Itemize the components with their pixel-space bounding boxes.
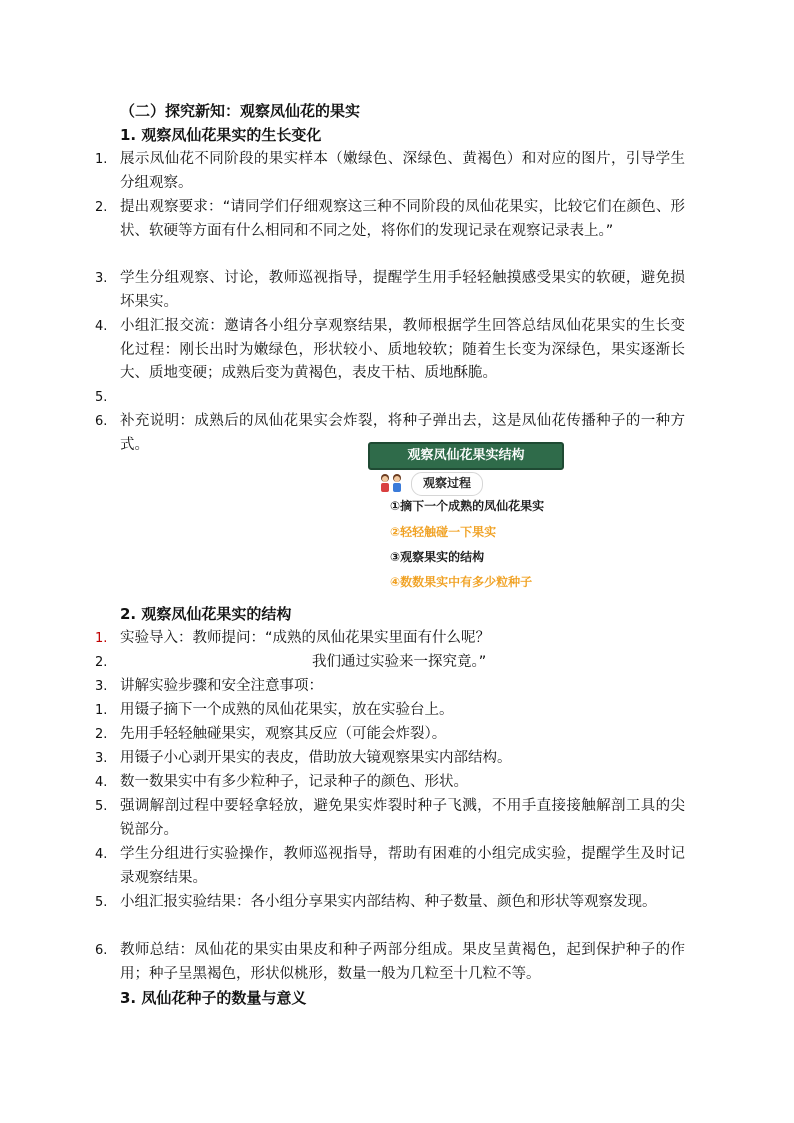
observation-figure bbox=[366, 442, 621, 592]
figure-title: 观察凤仙花果实结构 bbox=[368, 442, 564, 470]
list-text: 用镊子摘下一个成熟的凤仙花果实，放在实验台上。 bbox=[120, 702, 454, 718]
list-number: 4. bbox=[95, 775, 108, 790]
subsection-1-title: 1. 观察凤仙花果实的生长变化 bbox=[120, 126, 322, 144]
list-number: 2. bbox=[95, 727, 108, 742]
list-number: 2. bbox=[95, 655, 108, 670]
list2-item bbox=[95, 723, 685, 747]
list-number: 5. bbox=[95, 799, 108, 814]
list-text: 先用手轻轻触碰果实，观察其反应（可能会炸裂）。 bbox=[120, 726, 447, 742]
list-text: 小组汇报实验结果：各小组分享果实内部结构、种子数量、颜色和形状等观察发现。 bbox=[120, 894, 657, 910]
list2-item bbox=[95, 699, 685, 723]
list1-item bbox=[95, 196, 685, 243]
list-text: 学生分组观察、讨论，教师巡视指导，提醒学生用手轻轻触摸感受果实的软硬，避免损坏果实。 bbox=[120, 270, 685, 310]
list-number: 6. bbox=[95, 414, 108, 429]
list-text: 补充说明：成熟后的凤仙花果实会炸裂，将种子弹出去，这是凤仙花传播种子的一种方式。 bbox=[120, 413, 685, 453]
list2-item bbox=[95, 891, 685, 915]
list-text: 讲解实验步骤和安全注意事项： bbox=[120, 678, 323, 694]
list2-item bbox=[95, 939, 685, 986]
list2-item bbox=[95, 795, 685, 842]
list2-item bbox=[95, 627, 685, 651]
list2-item bbox=[95, 747, 685, 771]
list-text: 教师总结：凤仙花的果实由果皮和种子两部分组成。果皮呈黄褐色，起到保护种子的作用；种子呈黑褐色，形状似桃形，数量一般为几粒至十几粒不等。 bbox=[120, 942, 685, 982]
list-number: 1. bbox=[95, 703, 108, 718]
list1-item bbox=[95, 267, 685, 314]
list-text: 展示凤仙花不同阶段的果实样本（嫩绿色、深绿色、黄褐色）和对应的图片，引导学生分组观察。 bbox=[120, 151, 685, 191]
list2-item bbox=[95, 771, 685, 795]
list-text: 强调解剖过程中要轻拿轻放，避免果实炸裂时种子飞溅，不用手直接接触解剖工具的尖锐部分。 bbox=[120, 798, 685, 838]
figure-step: ②轻轻触碰一下果实 bbox=[390, 525, 497, 539]
list1-item bbox=[95, 315, 685, 386]
subsection-3-title: 3. 凤仙花种子的数量与意义 bbox=[120, 989, 307, 1007]
list-text: 学生分组进行实验操作，教师巡视指导，帮助有困难的小组完成实验，提醒学生及时记录观察结果。 bbox=[120, 846, 685, 886]
figure-step: ①摘下一个成熟的凤仙花果实 bbox=[390, 499, 545, 513]
list2-item bbox=[95, 843, 685, 890]
list-number: 2. bbox=[95, 200, 108, 215]
list-number: 1. bbox=[95, 152, 108, 167]
list2-item bbox=[95, 651, 685, 675]
list-number: 4. bbox=[95, 319, 108, 334]
list-text: 小组汇报交流：邀请各小组分享观察结果，教师根据学生回答总结凤仙花果实的生长变化过程：刚长出时为嫩绿色，形状较小、质地较软；随着生长变为深绿色，果实逐渐长大、质地变硬；成熟后变为黄褐色，表皮干枯、质地酥脆。 bbox=[120, 318, 685, 381]
list-number: 5. bbox=[95, 895, 108, 910]
list-number: 5. bbox=[95, 390, 108, 405]
list-number: 3. bbox=[95, 271, 108, 286]
children-icon bbox=[376, 472, 406, 494]
list1-item bbox=[95, 148, 685, 195]
figure-subtitle: 观察过程 bbox=[411, 472, 483, 496]
figure-step: ④数数果实中有多少粒种子 bbox=[390, 575, 533, 589]
list-text: 实验导入：教师提问：“成熟的凤仙花果实里面有什么呢？ bbox=[120, 630, 491, 646]
list-number: 3. bbox=[95, 679, 108, 694]
list-number: 4. bbox=[95, 847, 108, 862]
list-number: 1. bbox=[95, 631, 108, 646]
list-number: 6. bbox=[95, 943, 108, 958]
list-number: 3. bbox=[95, 751, 108, 766]
list2-item bbox=[95, 675, 685, 699]
list-text: 数一数果实中有多少粒种子，记录种子的颜色、形状。 bbox=[120, 774, 468, 790]
list-text: 我们通过实验来一探究竟。” bbox=[312, 654, 487, 670]
figure-step: ③观察果实的结构 bbox=[390, 550, 485, 564]
section-title: （二）探究新知：观察凤仙花的果实 bbox=[120, 102, 361, 120]
list-text: 用镊子小心剥开果实的表皮，借助放大镜观察果实内部结构。 bbox=[120, 750, 512, 766]
list-text: 提出观察要求：“请同学们仔细观察这三种不同阶段的凤仙花果实，比较它们在颜色、形状、软硬等方面有什么相同和不同之处，将你们的发现记录在观察记录表上。” bbox=[120, 199, 685, 239]
subsection-2-title: 2. 观察凤仙花果实的结构 bbox=[120, 605, 292, 623]
